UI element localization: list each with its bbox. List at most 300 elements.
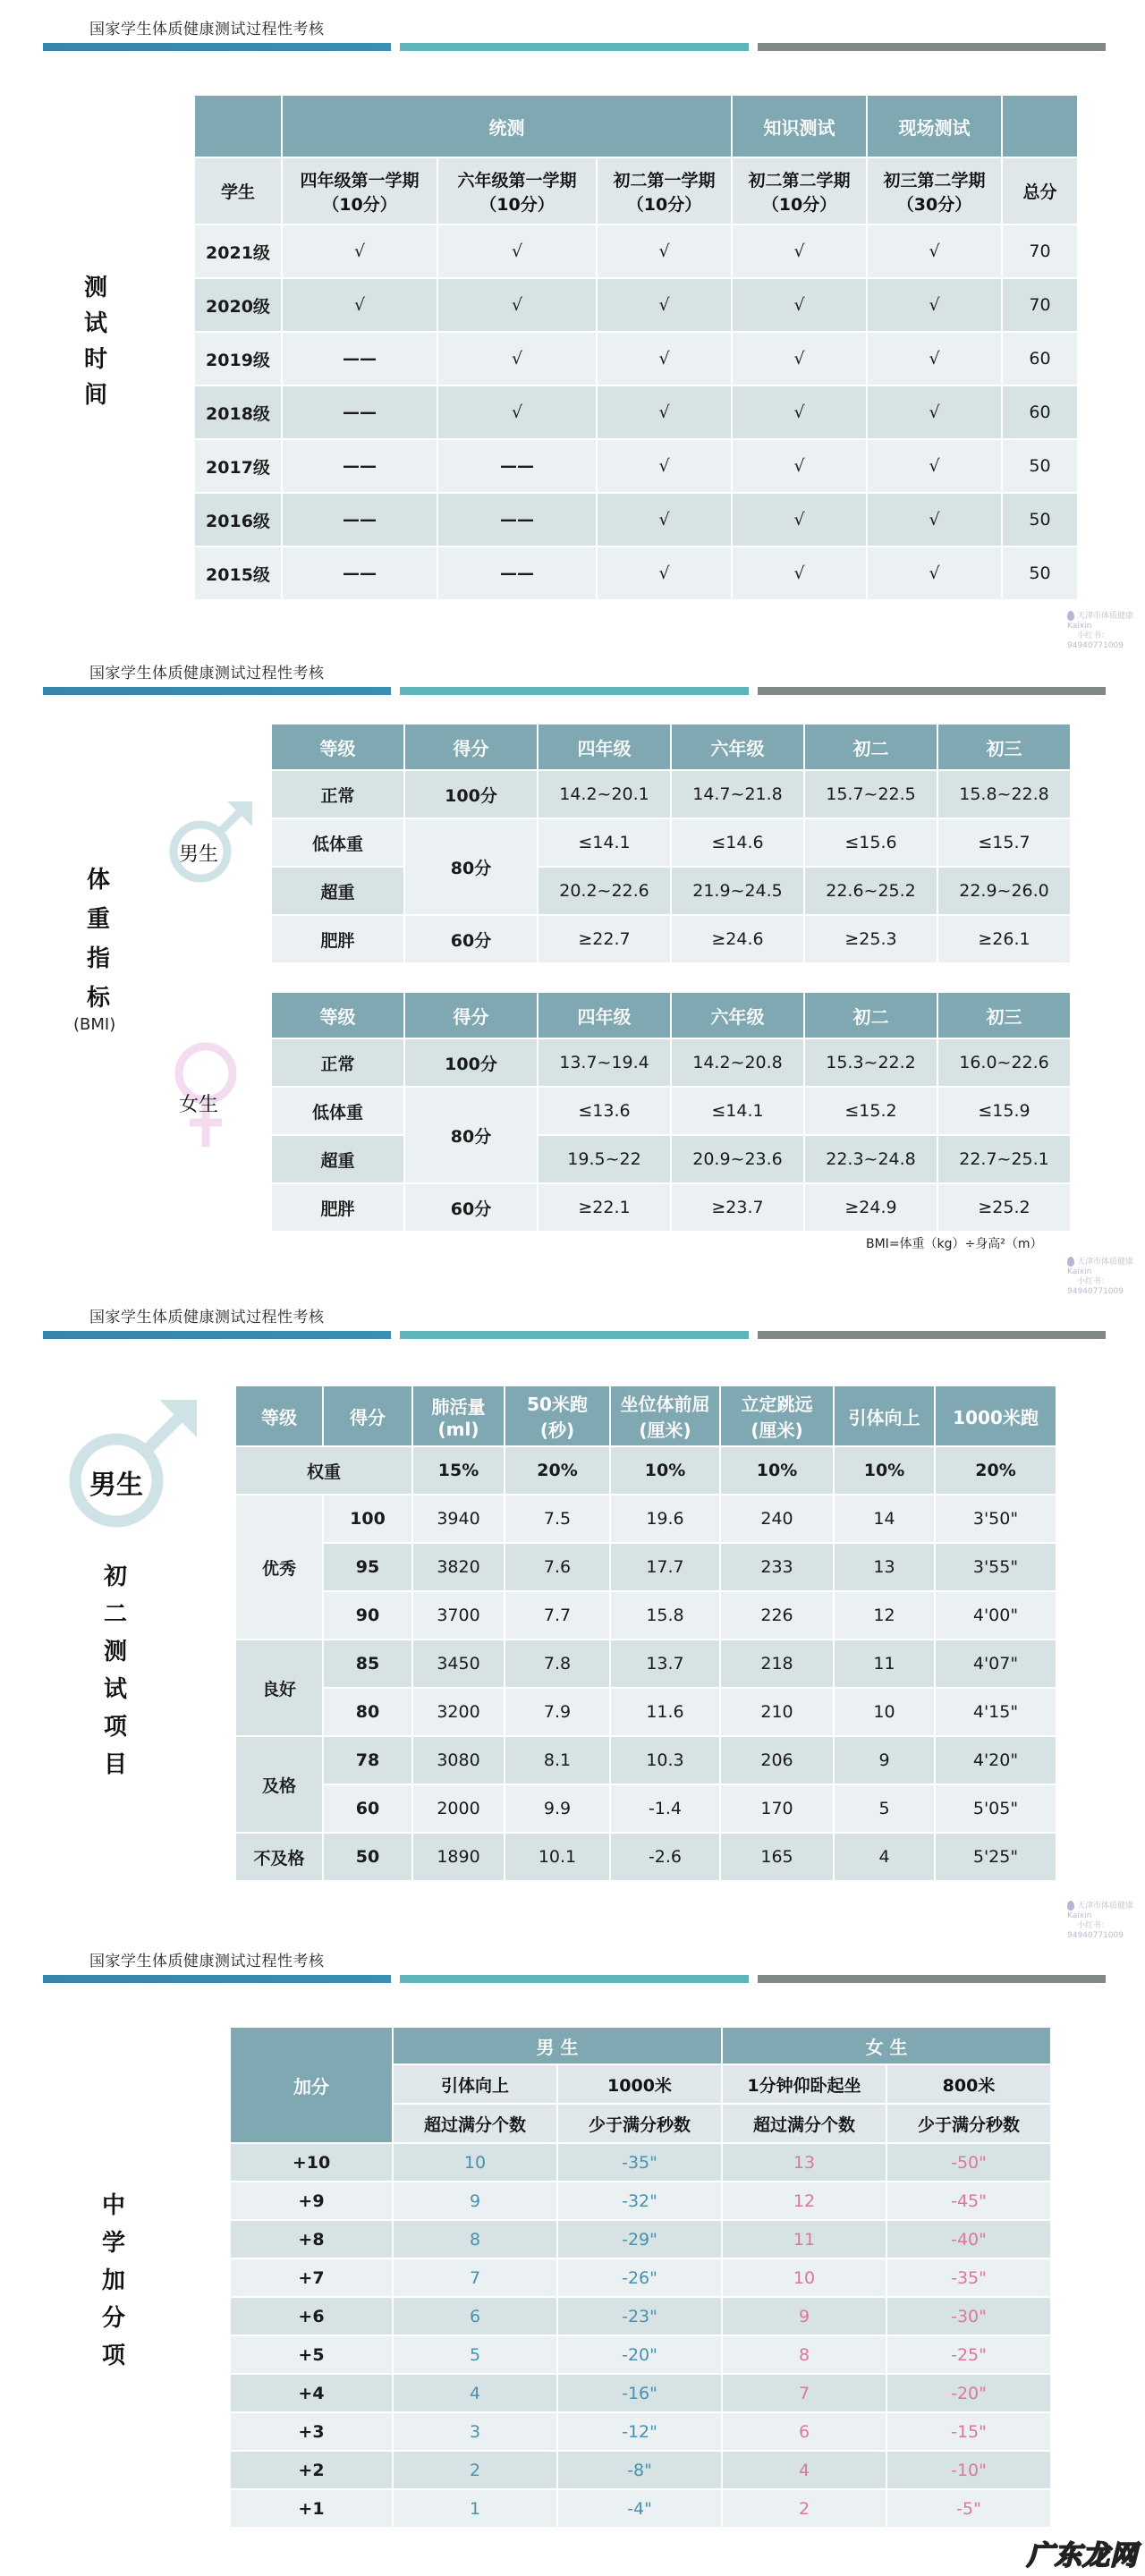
cell-cohort: 2019级: [194, 332, 282, 386]
col-header-score: 得分: [404, 724, 538, 770]
cell: √: [732, 332, 867, 386]
cell-cohort: 2021级: [194, 225, 282, 278]
watermark-line2: 小红书：94940771009: [1067, 1921, 1124, 1940]
cell-score: 50: [323, 1833, 412, 1881]
table-row: [271, 1183, 1071, 1232]
cell-grade: 及格: [235, 1736, 323, 1833]
cell-bonus: +1: [230, 2489, 393, 2528]
cell: 240: [720, 1495, 834, 1543]
test-schedule-table: [193, 94, 1079, 601]
cell-score: 60分: [404, 1183, 538, 1232]
cell: √: [597, 493, 732, 547]
cell-female: 12: [722, 2182, 886, 2220]
cell-male: 7: [393, 2258, 557, 2297]
cell: 9: [834, 1736, 935, 1784]
cell-cohort: 2017级: [194, 439, 282, 493]
cell: ≥24.6: [671, 915, 804, 963]
cell: 16.0~22.6: [937, 1038, 1071, 1087]
cell: 14.7~21.8: [671, 770, 804, 818]
cell: ≥25.3: [804, 915, 937, 963]
cell: 8.1: [505, 1736, 610, 1784]
cell-female: -25": [886, 2335, 1051, 2374]
cell: 3'50": [935, 1495, 1056, 1543]
side-label-char: 初: [103, 1563, 127, 1590]
cell: √: [732, 547, 867, 600]
table-row: [230, 2412, 1051, 2451]
cell: 2000: [412, 1784, 505, 1833]
cell: 4'20": [935, 1736, 1056, 1784]
bmi-formula: BMI=体重（kg）÷身高²（m）: [866, 1237, 1043, 1251]
cell: √: [597, 225, 732, 278]
cell-female: 6: [722, 2412, 886, 2451]
header-row: [235, 1385, 1056, 1446]
cell: √: [597, 547, 732, 600]
cell-grade: 正常: [271, 770, 404, 818]
table-row: [194, 386, 1078, 439]
side-label-char: 测: [83, 275, 107, 301]
col-header-student: 学生: [194, 157, 282, 225]
cell-bonus: +7: [230, 2258, 393, 2297]
col-header-male: 男 生: [393, 2027, 722, 2064]
cell-female: 10: [722, 2258, 886, 2297]
cell-male: -23": [557, 2297, 722, 2335]
cell-male: -35": [557, 2143, 722, 2182]
bmi-female-table: [270, 991, 1072, 1233]
header-bar-teal: [400, 687, 748, 695]
male-label: 男生: [179, 843, 219, 866]
cell-score: 100分: [404, 1038, 538, 1087]
cell: √: [732, 386, 867, 439]
col-header-50m: 50米跑 (秒): [505, 1385, 610, 1446]
col-header-female: 女 生: [722, 2027, 1051, 2064]
cell-score: 85: [323, 1640, 412, 1688]
slide-header-title: 国家学生体质健康测试过程性考核: [89, 1953, 325, 1970]
cell: √: [732, 278, 867, 332]
side-label-bonus: [98, 2187, 129, 2375]
cell: 4: [834, 1833, 935, 1881]
female-label: 女生: [179, 1094, 219, 1116]
cell: √: [867, 225, 1002, 278]
table-row: [235, 1640, 1056, 1688]
cell: ≤15.7: [937, 818, 1071, 867]
cell: 3700: [412, 1591, 505, 1640]
cell-grade: 超重: [271, 867, 404, 915]
side-label-bmi: [83, 860, 114, 1018]
cell: ≥25.2: [937, 1183, 1071, 1232]
cell: ——: [437, 439, 597, 493]
watermark-line2: 小红书：94940771009: [1067, 1277, 1124, 1296]
cell-grade: 肥胖: [271, 1183, 404, 1232]
cell-male: 8: [393, 2220, 557, 2258]
side-label-char: 项: [103, 1714, 127, 1741]
col-header-total: 总分: [1002, 157, 1078, 225]
cell-weight: 10%: [834, 1446, 935, 1495]
cell-grade: 肥胖: [271, 915, 404, 963]
col-header-g4: 四年级: [538, 992, 671, 1038]
cell: √: [597, 332, 732, 386]
slide-bonus-points: [0, 1932, 1145, 2576]
col-header-score: 得分: [323, 1385, 412, 1446]
cell: ≥22.1: [538, 1183, 671, 1232]
cell: 15.3~22.2: [804, 1038, 937, 1087]
cell: 3200: [412, 1688, 505, 1736]
header-bar-blue: [43, 1975, 391, 1983]
side-label-bmi-sub: (BMI): [73, 1015, 116, 1034]
cell-bonus: +2: [230, 2451, 393, 2489]
side-label-char: 重: [86, 906, 110, 933]
cell-total: 50: [1002, 547, 1078, 600]
cell: 13: [834, 1543, 935, 1591]
cell: ——: [282, 493, 437, 547]
col-header-g8: 初二: [804, 724, 937, 770]
cell: 11: [834, 1640, 935, 1688]
cell: 20.9~23.6: [671, 1135, 804, 1183]
table-row: [194, 547, 1078, 600]
table-row: [230, 2182, 1051, 2220]
watermark-line2: 小红书：94940771009: [1067, 631, 1124, 650]
cell: 15.7~22.5: [804, 770, 937, 818]
cell-bonus: +10: [230, 2143, 393, 2182]
table-row: [230, 2143, 1051, 2182]
cell-score: 60分: [404, 915, 538, 963]
cell: √: [867, 332, 1002, 386]
cell: 3820: [412, 1543, 505, 1591]
side-label-char: 试: [83, 310, 107, 337]
cell-total: 70: [1002, 225, 1078, 278]
cell-total: 50: [1002, 493, 1078, 547]
table-row: [235, 1495, 1056, 1543]
header-bars: [43, 43, 1106, 51]
side-label-char: 二: [103, 1601, 127, 1628]
cell: 3450: [412, 1640, 505, 1688]
cell-weight: 15%: [412, 1446, 505, 1495]
cell: 4'07": [935, 1640, 1056, 1688]
watermark-line1: 天津市体质健康Kaixin: [1067, 612, 1134, 631]
col-header-g9: 初三: [937, 724, 1071, 770]
gender-header-row: [230, 2027, 1051, 2064]
cell: -2.6: [610, 1833, 720, 1881]
col-subheader: 少于满分秒数: [557, 2104, 722, 2143]
cell: ≤14.1: [538, 818, 671, 867]
table-row: [230, 2374, 1051, 2412]
cell-cohort: 2015级: [194, 547, 282, 600]
cell-total: 70: [1002, 278, 1078, 332]
header-bar-blue: [43, 43, 391, 51]
cell: 11.6: [610, 1688, 720, 1736]
cell: 14: [834, 1495, 935, 1543]
cell-female: -10": [886, 2451, 1051, 2489]
cell-male: 9: [393, 2182, 557, 2220]
table-row: [230, 2258, 1051, 2297]
header-bars: [43, 1975, 1106, 1983]
cell-male: -8": [557, 2451, 722, 2489]
cell: 15.8: [610, 1591, 720, 1640]
col-header-g9-term2: 初三第二学期 （30分）: [867, 157, 1002, 225]
cell: 10.1: [505, 1833, 610, 1881]
cell: √: [282, 278, 437, 332]
cell-score: 60: [323, 1784, 412, 1833]
cell: ≤15.6: [804, 818, 937, 867]
header-bars: [43, 1331, 1106, 1339]
table-row: [271, 818, 1071, 867]
column-header-row: [194, 157, 1078, 225]
col-header-g4: 四年级: [538, 724, 671, 770]
cell-male: 3: [393, 2412, 557, 2451]
header-bar-gray: [758, 1331, 1106, 1339]
cell: 5'05": [935, 1784, 1056, 1833]
cell: 14.2~20.8: [671, 1038, 804, 1087]
cell-female: -15": [886, 2412, 1051, 2451]
cell: ≥23.7: [671, 1183, 804, 1232]
cell-grade: 超重: [271, 1135, 404, 1183]
bonus-points-table: [229, 2026, 1052, 2529]
cell: 12: [834, 1591, 935, 1640]
cell-score: 90: [323, 1591, 412, 1640]
table-row: [271, 1038, 1071, 1087]
cell: 17.7: [610, 1543, 720, 1591]
cell: 19.5~22: [538, 1135, 671, 1183]
cell: 14.2~20.1: [538, 770, 671, 818]
side-label-char: 目: [103, 1751, 127, 1778]
cell: ≤13.6: [538, 1087, 671, 1135]
col-header-pull-up: 引体向上: [393, 2064, 557, 2104]
cell: 3080: [412, 1736, 505, 1784]
cell: √: [437, 332, 597, 386]
cell-total: 60: [1002, 386, 1078, 439]
cell: √: [867, 439, 1002, 493]
cell-total: 60: [1002, 332, 1078, 386]
col-header-grade: 等级: [235, 1385, 323, 1446]
cell: 4'15": [935, 1688, 1056, 1736]
cell: ≤14.6: [671, 818, 804, 867]
cell: √: [597, 386, 732, 439]
group-header-blank: [194, 95, 282, 157]
cell: ——: [437, 493, 597, 547]
cell-bonus: +6: [230, 2297, 393, 2335]
header-bar-gray: [758, 1975, 1106, 1983]
slide-header-title: 国家学生体质健康测试过程性考核: [89, 665, 325, 682]
cell-grade: 低体重: [271, 818, 404, 867]
table-row: [271, 915, 1071, 963]
cell: √: [732, 493, 867, 547]
cell-cohort: 2016级: [194, 493, 282, 547]
cell-total: 50: [1002, 439, 1078, 493]
header-row: [271, 992, 1071, 1038]
cell: 3940: [412, 1495, 505, 1543]
cell: 9.9: [505, 1784, 610, 1833]
cell: 165: [720, 1833, 834, 1881]
cell-cohort: 2018级: [194, 386, 282, 439]
cell: 7.5: [505, 1495, 610, 1543]
side-label-char: 中: [101, 2192, 125, 2219]
cell: 19.6: [610, 1495, 720, 1543]
cell-female: 8: [722, 2335, 886, 2374]
cell-male: -32": [557, 2182, 722, 2220]
col-header-long-jump: 立定跳远 (厘米): [720, 1385, 834, 1446]
cell-female: 7: [722, 2374, 886, 2412]
cell-score: 100: [323, 1495, 412, 1543]
cell-female: -40": [886, 2220, 1051, 2258]
col-header-g6: 六年级: [671, 992, 804, 1038]
cell-grade: 优秀: [235, 1495, 323, 1640]
cell: 226: [720, 1591, 834, 1640]
cell: ——: [282, 332, 437, 386]
header-bar-teal: [400, 1975, 748, 1983]
cell: √: [437, 386, 597, 439]
slide-grade8-tests: [0, 1288, 1145, 1940]
cell: 22.9~26.0: [937, 867, 1071, 915]
table-row: [271, 867, 1071, 915]
side-label-char: 试: [103, 1676, 127, 1703]
col-header-bonus: 加分: [230, 2027, 393, 2143]
cell: 22.3~24.8: [804, 1135, 937, 1183]
side-label-char: 加: [101, 2267, 125, 2294]
table-row: [194, 439, 1078, 493]
cell: -1.4: [610, 1784, 720, 1833]
cell-cohort: 2020级: [194, 278, 282, 332]
cell-weight: 10%: [720, 1446, 834, 1495]
cell-weight: 10%: [610, 1446, 720, 1495]
col-header-g8-term2: 初二第二学期 （10分）: [732, 157, 867, 225]
col-header-g6-term1: 六年级第一学期 （10分）: [437, 157, 597, 225]
cell: 210: [720, 1688, 834, 1736]
cell-male: 6: [393, 2297, 557, 2335]
cell: √: [732, 439, 867, 493]
weight-row: [235, 1446, 1056, 1495]
watermark-line1: 天津市体质健康Kaixin: [1067, 1258, 1134, 1276]
cell: 7.6: [505, 1543, 610, 1591]
table-row: [230, 2220, 1051, 2258]
cell: 3'55": [935, 1543, 1056, 1591]
cell-score: 95: [323, 1543, 412, 1591]
cell-female: -20": [886, 2374, 1051, 2412]
side-label-char: 体: [86, 867, 110, 894]
slide-header-title: 国家学生体质健康测试过程性考核: [89, 1309, 325, 1326]
table-row: [194, 332, 1078, 386]
cell: √: [282, 225, 437, 278]
cell-male: 10: [393, 2143, 557, 2182]
col-header-g8: 初二: [804, 992, 937, 1038]
drop-logo-icon: [1067, 1901, 1074, 1911]
cell-female: 9: [722, 2297, 886, 2335]
cell: ≤14.1: [671, 1087, 804, 1135]
cell-female: 11: [722, 2220, 886, 2258]
cell: √: [867, 493, 1002, 547]
site-logo: 广东龙网: [1027, 2540, 1138, 2572]
watermark-line1: 天津市体质健康Kaixin: [1067, 1902, 1134, 1920]
cell-grade: 正常: [271, 1038, 404, 1087]
cell: 7.8: [505, 1640, 610, 1688]
group-header-knowledge: 知识测试: [732, 95, 867, 157]
cell: 10: [834, 1688, 935, 1736]
cell-male: 5: [393, 2335, 557, 2374]
cell-male: 1: [393, 2489, 557, 2528]
cell: ≤15.9: [937, 1087, 1071, 1135]
col-header-pull-up: 引体向上: [834, 1385, 935, 1446]
col-header-g9: 初三: [937, 992, 1071, 1038]
cell-male: 4: [393, 2374, 557, 2412]
col-header-sit-reach: 坐位体前屈 (厘米): [610, 1385, 720, 1446]
cell: 170: [720, 1784, 834, 1833]
cell-male: -12": [557, 2412, 722, 2451]
group-header-row: [194, 95, 1078, 157]
cell-bonus: +9: [230, 2182, 393, 2220]
drop-logo-icon: [1067, 1257, 1074, 1267]
cell-female: 13: [722, 2143, 886, 2182]
table-row: [235, 1543, 1056, 1591]
cell-score: 100分: [404, 770, 538, 818]
col-header-1000m: 1000米: [557, 2064, 722, 2104]
header-bar-teal: [400, 1331, 748, 1339]
side-label-char: 学: [101, 2230, 125, 2257]
cell-weight: 20%: [935, 1446, 1056, 1495]
side-label-grade8-tests: [100, 1558, 131, 1784]
cell-female: 4: [722, 2451, 886, 2489]
col-header-g4-term1: 四年级第一学期 （10分）: [282, 157, 437, 225]
col-subheader: 少于满分秒数: [886, 2104, 1051, 2143]
header-bar-blue: [43, 687, 391, 695]
side-label-char: 间: [83, 382, 107, 409]
col-header-g8-term1: 初二第一学期 （10分）: [597, 157, 732, 225]
cell: 22.6~25.2: [804, 867, 937, 915]
col-header-g6: 六年级: [671, 724, 804, 770]
cell: 5: [834, 1784, 935, 1833]
col-subheader: 超过满分个数: [393, 2104, 557, 2143]
cell-score: 80: [323, 1688, 412, 1736]
cell-female: 2: [722, 2489, 886, 2528]
cell: ≤15.2: [804, 1087, 937, 1135]
cell-male: -20": [557, 2335, 722, 2374]
header-bar-gray: [758, 687, 1106, 695]
cell-grade: 低体重: [271, 1087, 404, 1135]
group-header-onsite: 现场测试: [867, 95, 1002, 157]
cell-female: -45": [886, 2182, 1051, 2220]
cell: √: [597, 439, 732, 493]
cell: ≥24.9: [804, 1183, 937, 1232]
drop-logo-icon: [1067, 611, 1074, 621]
cell-score: 80分: [404, 1087, 538, 1183]
col-header-grade: 等级: [271, 724, 404, 770]
cell: 1890: [412, 1833, 505, 1881]
cell-female: -50": [886, 2143, 1051, 2182]
col-header-vital-capacity: 肺活量 (ml): [412, 1385, 505, 1446]
cell-score: 78: [323, 1736, 412, 1784]
cell-male: -16": [557, 2374, 722, 2412]
cell-grade: 良好: [235, 1640, 323, 1736]
cell: √: [437, 278, 597, 332]
cell-bonus: +5: [230, 2335, 393, 2374]
group-header-unified: 统测: [282, 95, 732, 157]
cell-weight: 20%: [505, 1446, 610, 1495]
side-label-test-time: [81, 270, 111, 413]
slide-bmi: [0, 644, 1145, 1296]
cell: 22.7~25.1: [937, 1135, 1071, 1183]
col-subheader: 超过满分个数: [722, 2104, 886, 2143]
col-header-grade: 等级: [271, 992, 404, 1038]
cell: ≥26.1: [937, 915, 1071, 963]
cell: √: [732, 225, 867, 278]
table-row: [235, 1591, 1056, 1640]
male-label: 男生: [89, 1470, 143, 1501]
header-bar-gray: [758, 43, 1106, 51]
table-row: [271, 1087, 1071, 1135]
cell: 4'00": [935, 1591, 1056, 1640]
cell: √: [867, 547, 1002, 600]
header-bar-blue: [43, 1331, 391, 1339]
cell-grade: 不及格: [235, 1833, 323, 1881]
table-row: [271, 770, 1071, 818]
cell: 233: [720, 1543, 834, 1591]
